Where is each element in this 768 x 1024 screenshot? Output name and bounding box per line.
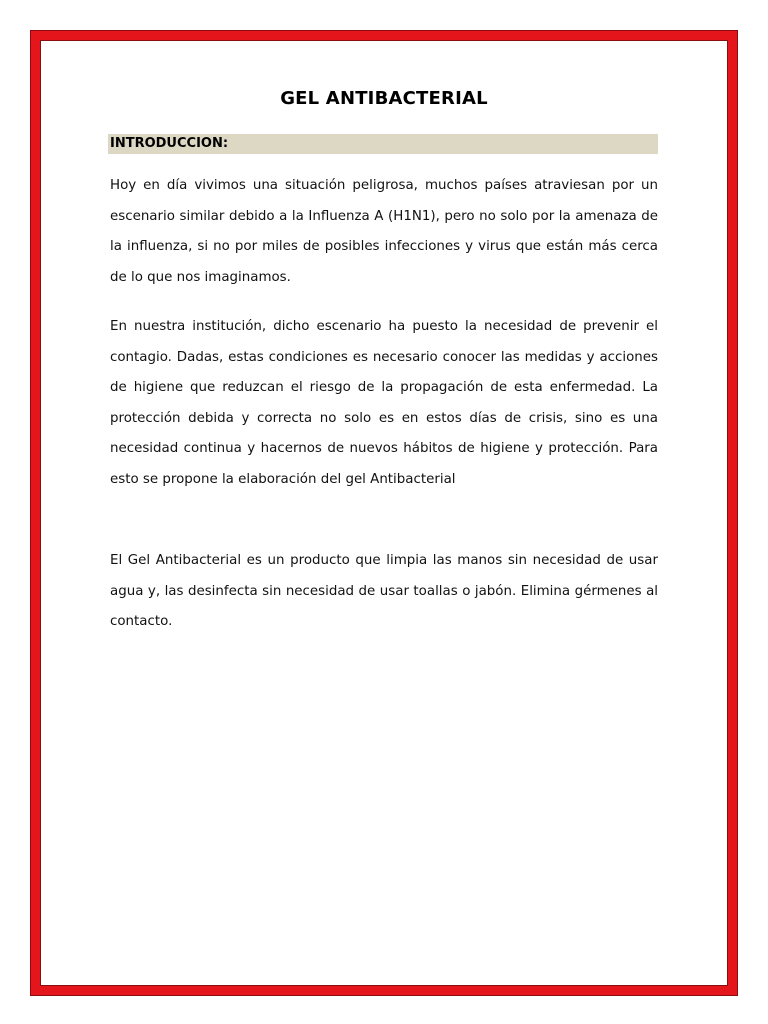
paragraph-3: El Gel Antibacterial es un producto que limpia las manos sin necesidad de usar agua y, las desinfecta sin necesidad de usar toallas o jabón. Elimina gérmenes al contacto. (110, 553, 658, 629)
paragraph-1: Hoy en día vivimos una situación peligrosa, muchos países atraviesan por un escenario similar debido a la Influenza A (H1N1), pero no solo por la amenaza de la influenza, si no por miles de posibles infecciones y virus que están más cerca de lo que nos imaginamos. (110, 178, 658, 285)
document-title: GEL ANTIBACTERIAL (280, 88, 488, 109)
paragraph-2: En nuestra institución, dicho escenario ha puesto la necesidad de prevenir el contagio. Dadas, estas condiciones es necesario conocer las medidas y acciones de higiene que reduzcan el riesgo de la propagación de esta enfermedad. La protección debida y correcta no solo es en estos días de crisis, sino es una necesidad continua y hacernos de nuevos hábitos de higiene y protección. Para esto se propone la elaboración del gel Antibacterial (110, 319, 658, 487)
section-heading: INTRODUCCION: (110, 136, 229, 151)
